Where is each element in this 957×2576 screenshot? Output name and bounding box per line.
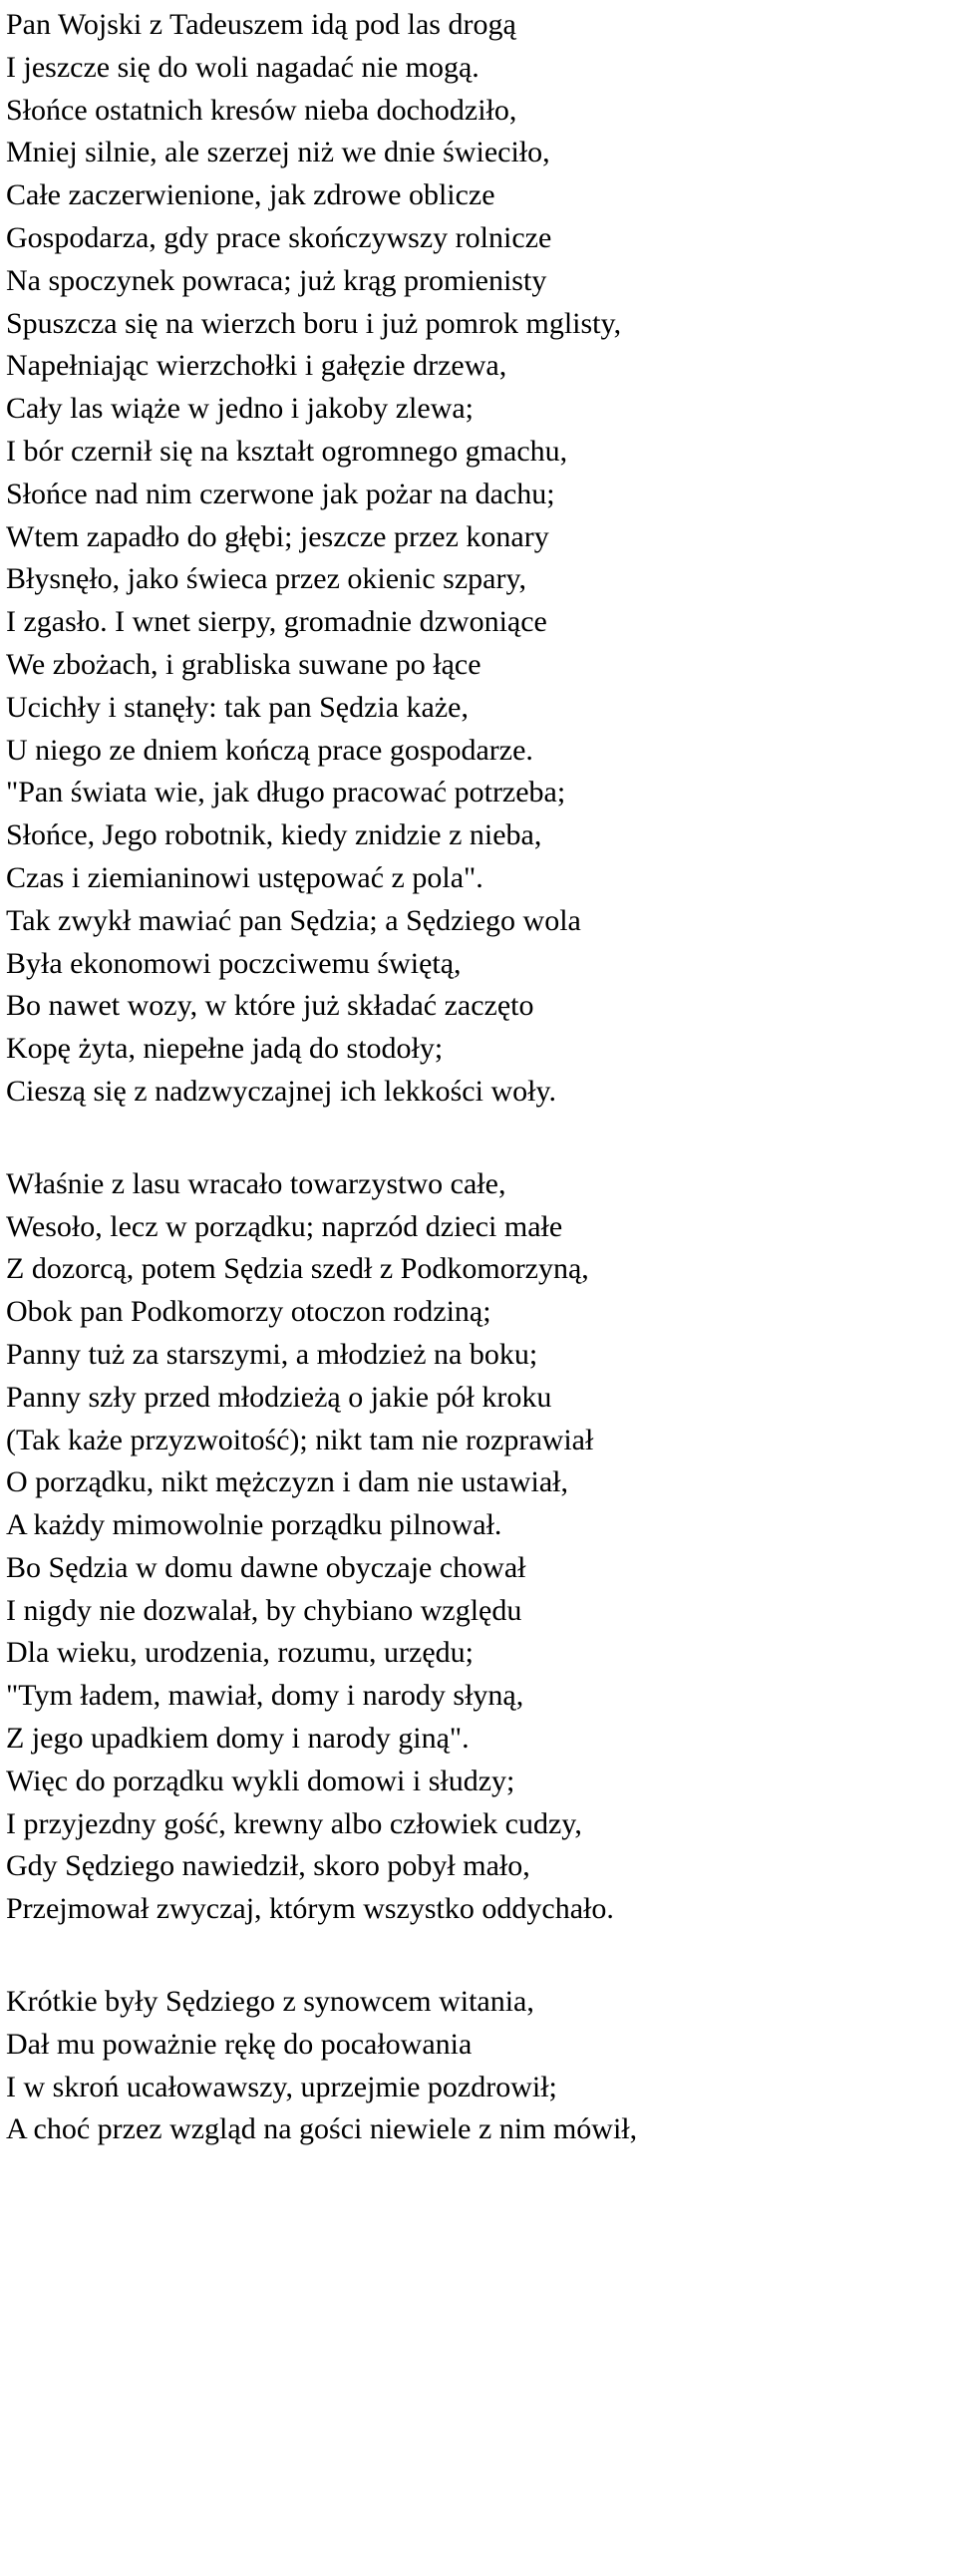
poem-line: Gospodarza, gdy prace skończywszy rolnicze <box>6 220 552 254</box>
poem-line: U niego ze dniem kończą prace gospodarze. <box>6 733 533 767</box>
poem-line: I nigdy nie dozwalał, by chybiano względu <box>6 1593 522 1627</box>
stanza <box>6 1981 957 2151</box>
poem-line: I przyjezdny gość, krewny albo człowiek cudzy, <box>6 1806 582 1840</box>
poem-line: Tak zwykł mawiać pan Sędzia; a Sędziego wola <box>6 903 581 937</box>
poem-line: Właśnie z lasu wracało towarzystwo całe, <box>6 1166 506 1200</box>
poem-line: Całe zaczerwienione, jak zdrowe oblicze <box>6 178 495 212</box>
poem-line: Bo Sędzia w domu dawne obyczaje chował <box>6 1550 526 1584</box>
poem-line: I w skroń ucałowawszy, uprzejmie pozdrowił; <box>6 2070 557 2103</box>
poem-line: Bo nawet wozy, w które już składać zaczęto <box>6 989 534 1023</box>
poem-line: Z dozorcą, potem Sędzia szedł z Podkomorzyną, <box>6 1252 589 1286</box>
poem-line: Spuszcza się na wierzch boru i już pomrok mglisty, <box>6 306 622 340</box>
poem-line: Słońce, Jego robotnik, kiedy znidzie z nieba, <box>6 818 542 852</box>
poem-line: Panny tuż za starszymi, a młodzież na boku; <box>6 1337 538 1371</box>
poem-line: I jeszcze się do woli nagadać nie mogą. <box>6 50 479 84</box>
poem-line: We zbożach, i grabliska suwane po łące <box>6 647 481 681</box>
poem-line: Więc do porządku wykli domowi i słudzy; <box>6 1764 515 1797</box>
poem-line: Krótkie były Sędziego z synowcem witania, <box>6 1985 534 2019</box>
poem-line: Obok pan Podkomorzy otoczon rodziną; <box>6 1295 491 1329</box>
poem-line: "Tym ładem, mawiał, domy i narody słyną, <box>6 1679 524 1713</box>
poem-line: Słońce ostatnich kresów nieba dochodziło, <box>6 93 517 127</box>
poem-line: A choć przez wzgląd na gości niewiele z nim mówił, <box>6 2112 638 2146</box>
poem-line: Wesoło, lecz w porządku; naprzód dzieci małe <box>6 1209 563 1243</box>
poem-line: Napełniając wierzchołki i gałęzie drzewa, <box>6 349 507 383</box>
stanza <box>6 1163 957 1931</box>
poem-line: Przejmował zwyczaj, którym wszystko oddychało. <box>6 1892 614 1926</box>
poem-line: Mniej silnie, ale szerzej niż we dnie świeciło, <box>6 136 550 169</box>
poem-line: Wtem zapadło do głębi; jeszcze przez konary <box>6 519 549 553</box>
poem-line: Słońce nad nim czerwone jak pożar na dachu; <box>6 477 555 510</box>
poem-line: Dla wieku, urodzenia, rozumu, urzędu; <box>6 1636 474 1670</box>
poem-line: Z jego upadkiem domy i narody giną". <box>6 1722 470 1756</box>
poem-text <box>6 4 957 2151</box>
poem-line: Była ekonomowi poczciwemu świętą, <box>6 946 462 980</box>
poem-line: O porządku, nikt mężczyzn i dam nie ustawiał, <box>6 1465 568 1499</box>
poem-line: Gdy Sędziego nawiedził, skoro pobył mało, <box>6 1849 530 1883</box>
poem-line: Na spoczynek powraca; już krąg promienisty <box>6 263 547 297</box>
poem-line: I bór czernił się na kształt ogromnego gmachu, <box>6 434 568 468</box>
poem-line: Cały las wiąże w jedno i jakoby zlewa; <box>6 392 475 426</box>
stanza <box>6 4 957 1114</box>
poem-line: Kopę żyta, niepełne jadą do stodoły; <box>6 1032 444 1066</box>
poem-line: Błysnęło, jako świeca przez okienic szpary, <box>6 562 527 596</box>
poem-line: "Pan świata wie, jak długo pracować potrzeba; <box>6 776 566 809</box>
poem-line: I zgasło. I wnet sierpy, gromadnie dzwoniące <box>6 605 547 639</box>
poem-line: Dał mu poważnie rękę do pocałowania <box>6 2027 473 2061</box>
poem-line: Czas i ziemianinowi ustępować z pola". <box>6 860 483 894</box>
poem-line: Cieszą się z nadzwyczajnej ich lekkości woły. <box>6 1074 557 1108</box>
poem-line: A każdy mimowolnie porządku pilnował. <box>6 1508 502 1542</box>
poem-line: Ucichły i stanęły: tak pan Sędzia każe, <box>6 690 469 724</box>
poem-line: Pan Wojski z Tadeuszem idą pod las drogą <box>6 8 516 41</box>
poem-line: Panny szły przed młodzieżą o jakie pół kroku <box>6 1380 552 1414</box>
poem-line: (Tak każe przyzwoitość); nikt tam nie rozprawiał <box>6 1423 594 1456</box>
